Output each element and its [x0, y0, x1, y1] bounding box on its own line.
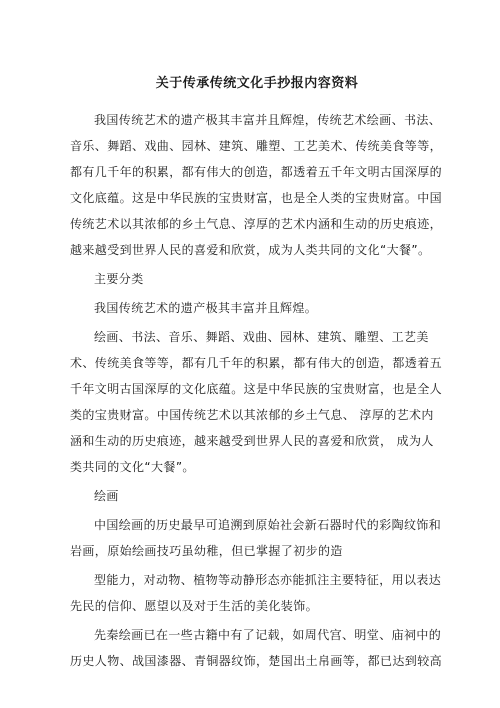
paragraph-intro: 我国传统艺术的遗产极其丰富并且辉煌，传统艺术绘画、书法、音乐、舞蹈、戏曲、园林、建筑、雕塑、工艺美术、传统美食等等，都有几千年的积累，都有伟大的创造，都透着五千年文明古国深厚的文化底蕴。这是中华民族的宝贵财富，也是全人类的宝贵财富。中国传统艺术以其浓郁的乡土气息、淳厚的艺术内涵和生动的历史痕迹，越来越受到世界人民的喜爱和欣赏，成为人类共同的文化“大餐”。 [70, 113, 443, 257]
paragraph-painting-1: 中国绘画的历史最早可追溯到原始社会新石器时代的彩陶纹饰和岩画，原始绘画技巧虽幼稚，但已掌握了初步的造 [70, 518, 442, 558]
paragraph-painting-3: 先秦绘画已在一些古籍中有了记载，如周代宫、明堂、庙祠中的历史人物、战国漆器、青铜器纹饰，楚国出土帛画等，都已达到较高 [70, 628, 443, 668]
section-heading-painting: 绘画 [94, 489, 119, 503]
paragraph-categories-lead: 我国传统艺术的遗产极其丰富并且辉煌。 [94, 301, 318, 315]
paragraph-painting-2: 型能力，对动物、植物等动静形态亦能抓注主要特征，用以表达先民的信仰、愿望以及对于生活的美化装饰。 [70, 573, 442, 613]
paragraph-categories-body: 绘画、书法、音乐、舞蹈、戏曲、园林、建筑、雕塑、工艺美术、传统美食等等，都有几千年的积累，都有伟大的创造，都透着五千年文明古国深厚的文化底蕴。这是中华民族的宝贵财富，也是全人类的宝贵财富。中国传统艺术以其浓郁的乡土气息、 淳厚的艺术内涵和生动的历史痕迹，越来越受到世界人民的喜爱和欣赏， 成为人类共同的文化“大餐”。 [70, 330, 443, 474]
document-title: 关于传承传统文化手抄报内容资料 [155, 76, 359, 91]
section-heading-categories: 主要分类 [94, 272, 144, 286]
